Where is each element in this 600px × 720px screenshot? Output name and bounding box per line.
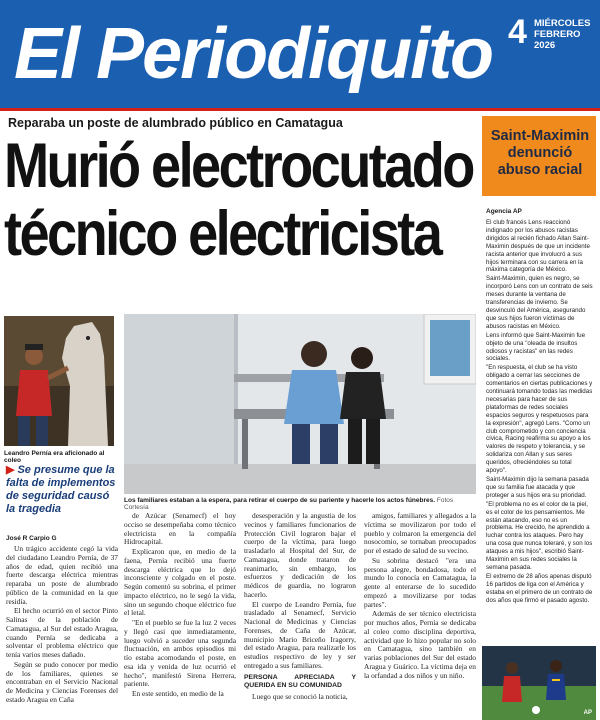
paragraph: Según se pudo conocer por medio de los familiares, quienes se encontraban en el Servicio Nacional de Medicina y Ciencias Forenses del estado Aragua en Caña	[6, 659, 118, 704]
photo-credit: Fotos Cortesía	[124, 497, 454, 511]
paragraph: Su sobrina destacó "era una persona alegre, bondadosa, todo el mundo lo conocía en Camatagua, la gente al enterarse de lo sucedido empezó a movilizarse por todas partes".	[364, 555, 476, 609]
date-lines	[534, 18, 590, 51]
paragraph: El extremo de 28 años apenas disputó 16 partidos de liga con el América y estaba en el primero de un contrato de dos años que firmó el pasado agosto.	[486, 572, 593, 604]
byline: José R Carpio G	[6, 535, 57, 542]
sidebar-header[interactable]	[482, 116, 596, 196]
article-column-1	[6, 545, 118, 720]
masthead-divider	[0, 108, 600, 111]
logo-name: Periodiquito	[96, 14, 493, 94]
triangle-bullet-icon: ▶	[6, 464, 15, 476]
soccer-photo[interactable]	[482, 646, 596, 720]
paragraph: Saint-Maximin dijo la semana pasada que su familia fue atacada y que proteger a sus hijos era su prioridad.	[486, 476, 589, 499]
family-photo-caption	[124, 497, 476, 511]
paragraph: de Azúcar (Senamecf) el hoy occiso se desempeñaba como técnico electricista en la compañía Hidrocapital.	[124, 512, 236, 547]
photo-agency-label: AP	[583, 710, 592, 716]
sidebar-body	[486, 219, 594, 644]
day-number: 4	[508, 13, 527, 51]
victim-with-horse-image	[4, 316, 114, 446]
story-kicker: Reparaba un poste de alumbrado público en Camatagua	[8, 116, 343, 130]
headline-line-2: técnico electricista	[4, 199, 441, 269]
paragraph: En este sentido, en medio de la	[132, 689, 224, 698]
paragraph: "En respuesta, el club se ha visto obligado a cerrar las secciones de comentarios en ciertas publicaciones y continuará tomando todas las medidas necesarias para hacer de sus plataformas de redes sociales espacios seguros y respetuosos para la expresión", agregó Lens. "Como un club comprometido y con conciencia cívica, Racing reafirma su apoyo a los valores de respeto y tolerancia, y se solidariza con Allan y sus seres queridos, ofreciéndoles su total apoyo".	[486, 364, 593, 475]
issue-date	[508, 14, 592, 56]
paragraph: Además de ser técnico electricista por muchos años, Pernía se dedicaba al coleo como disciplina deportiva, actividad que lo hizo popular no solo en Camatagua, sino también en varias poblaciones del Sur del estado Aragua y Guárico. La víctima deja en la orfandad a dos niños y un niño.	[364, 609, 476, 680]
paragraph: Saint-Maximin, quien es negro, se incorporó Lens con un contrato de seis meses durante la ventana de transferencias de invierno. Se desvinculó del América, asegurando que sus hijos fueron víctimas de abusos racistas en México.	[486, 275, 593, 330]
sidebar-story	[482, 116, 596, 720]
sidebar-agency: Agencia AP	[486, 208, 522, 215]
caption-text: Los familiares estaban a la espera, para retirar el cuerpo de su pariente y hacerle los actos fúnebres.	[124, 497, 436, 504]
article-column-2	[124, 512, 236, 720]
paragraph: "En el pueblo se fue la luz 2 veces y llegó casi que inmediatamente, luego volvió a suceder una segunda fluctuación, en ambos episodios mi tío estaba acomodando el poste, en esa ida y venida de luz ocurrió el hecho", manifestó Sirena Herrera, pariente.	[124, 618, 236, 689]
paragraph: Lens informó que Saint-Maximin fue objeto de una "oleada de insultos odiosos y racistas" en las redes sociales.	[486, 331, 586, 363]
paragraph: amigos, familiares y allegados a la víctima se movilizaron por todo el pueblo y colmaron la emergencia del nosocomio, se tornaban preocupados por el estado de salud de su vecino.	[364, 512, 476, 555]
paragraph: El cuerpo de Leandro Pernía, fue trasladado al Senamecf, Servicio Nacional de Medicinas y Ciencias Forenses, de Caña de Azúcar, municipio Mario Briceño Iragorry, del estado Aragua, para realizarle los estudios respectivo de ley y ser entregado a sus familiares.	[244, 599, 356, 670]
paragraph: "El problema no es el color de la piel, es el color de los pensamientos. Me están atacando, eso no es un problema. He crecido, he aprendido a luchar contra los ataques. Pero hay una cosa que nunca toleraré, y son los ataques a mis hijos", escribió Saint-Maximin en sus redes sociales la semana pasada.	[486, 500, 593, 571]
section-subhead: PERSONA APRECIADA Y QUERIDA EN SU COMUNIDAD	[244, 673, 356, 690]
paragraph: El hecho ocurrió en el sector Pinto Salinas de la población de Camatagua, al Sur del estado Aragua, cuando Pernía se dedicaba a solventar el problema eléctrico que tenía varios meses dañado.	[6, 606, 118, 659]
story-headline[interactable]	[4, 131, 473, 269]
soccer-match-image	[482, 646, 596, 720]
sidebar-title: Saint-Maximin denunció abuso racial	[490, 128, 590, 178]
victim-photo-caption: Leandro Pernía era aficionado al coleo	[4, 450, 105, 464]
article-column-3	[244, 512, 356, 720]
paragraph: Un trágico accidente cegó la vida del ciudadano Leandro Pernía, de 37 años de edad, quien recibió una fuerte descarga eléctrica mientras reparaba un poste de alumbrado público de la comunidad en la que residía.	[6, 545, 118, 606]
newspaper-logo[interactable]	[14, 6, 492, 102]
paragraph: Explicaron que, en medio de la faena, Pernía recibió una fuerte descarga eléctrica que lo dejó inconsciente y colgado en el poste. Según comentó su sobrina, el primer impacto eléctrico, no le segó la vida, sino un segundo choque eléctrico fue el letal.	[124, 547, 236, 618]
paragraph: Luego que se conoció la noticia,	[252, 692, 348, 701]
month: FEBRERO	[534, 29, 581, 40]
weekday: MIÉRCOLES	[534, 18, 591, 29]
article-column-4	[364, 512, 476, 720]
family-waiting-image	[124, 314, 476, 494]
logo-prefix: El	[14, 14, 79, 94]
year: 2026	[534, 40, 556, 51]
masthead	[0, 0, 600, 108]
pull-quote-text: Se presume que la falta de implementos de seguridad causó la tragedia	[6, 464, 116, 515]
victim-photo[interactable]	[4, 316, 114, 446]
family-photo[interactable]	[124, 314, 476, 494]
headline-line-1: Murió electrocutado	[4, 131, 473, 201]
paragraph: desesperación y la angustia de los vecinos y familiares funcionarios de Protección Civil lograron bajar el cuerpo de la víctima, para luego trasladarlo al Hospital del Sur, de Camatagua, donde trataron de reanimarlo, sin embargo, los esfuerzos y dedicación de los médicos de guardia, no lograron hacerlo.	[244, 512, 356, 599]
paragraph: El club francés Lens reaccionó indignado por los abusos racistas dirigidos al recién fichado Allan Saint-Maximin después de que un incidente racista anterior que involucró a sus hijos terminara con su carrera en la máxima categoría de México.	[486, 219, 590, 274]
pull-quote	[6, 464, 118, 516]
